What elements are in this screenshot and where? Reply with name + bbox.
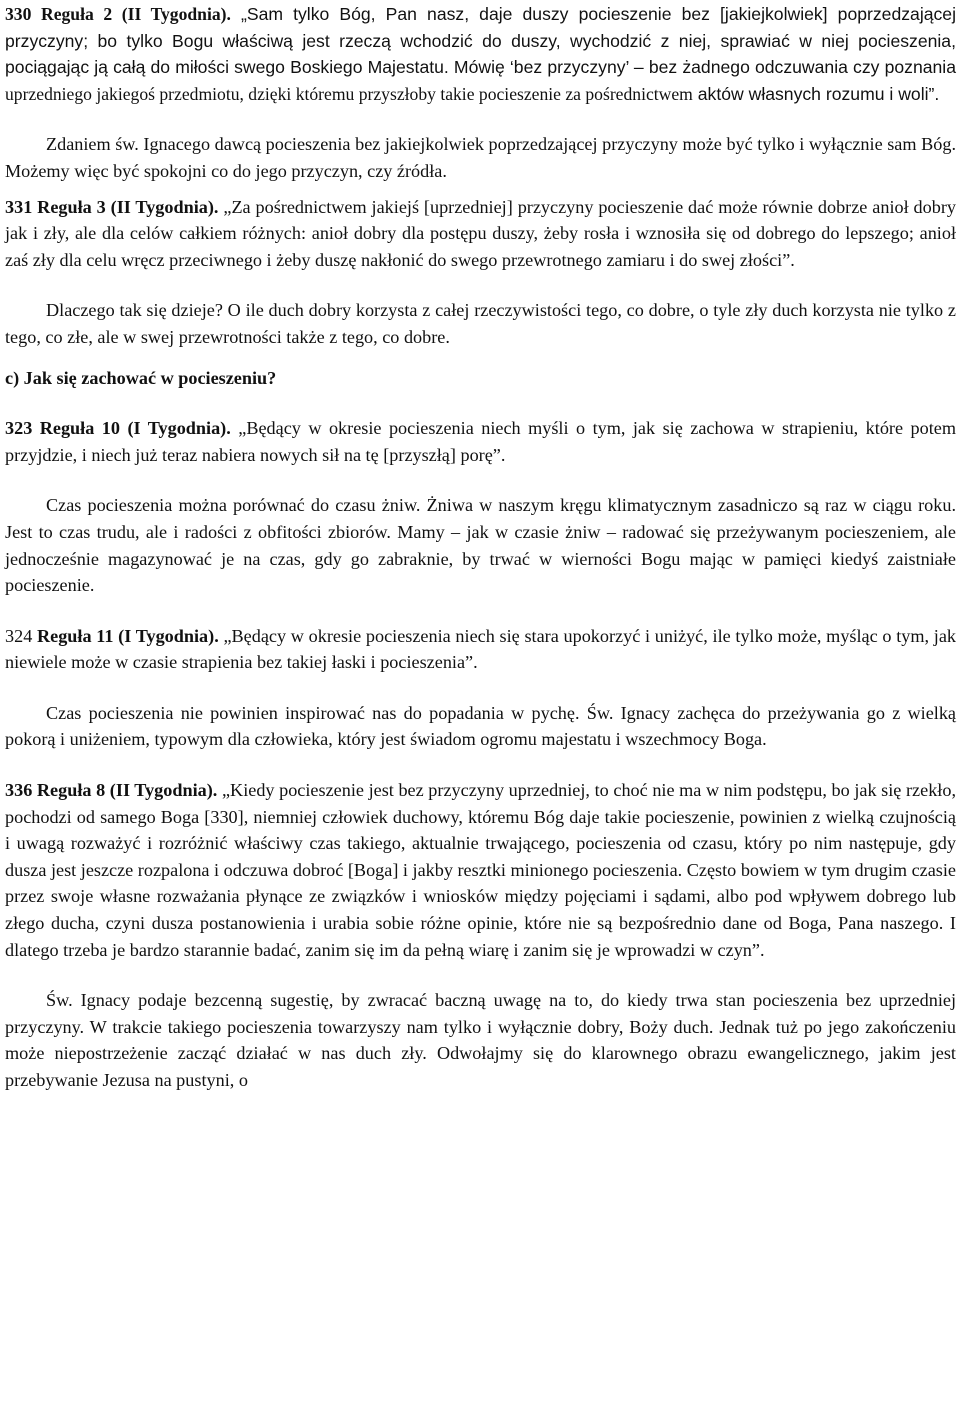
rule-323-heading: 323 Reguła 10 (I Tygodnia). — [5, 418, 231, 439]
section-heading-c — [5, 365, 956, 392]
paragraph-324 — [5, 623, 956, 676]
rule-330-quote: „Sam tylko Bóg, Pan nasz, daje duszy pocieszenie bez [jakiejkolwiek] poprzedzającej przyczyny; bo tylko Bogu właściwą jest rzeczą wchodzić do duszy, wychodzić z niej, sprawiać w niej pocieszenia, pociągając ją całą do miłości swego Boskiego Majestatu. Mówię ‘bez przyczyny’ – bez żadnego odczuwania czy poznania — [5, 4, 956, 78]
rule-336-quote: „Kiedy pocieszenie jest bez przyczyny uprzedniej, to choć nie ma w nim podstępu, bo jak się rzekło, pochodzi od samego Boga [330], niemniej człowiek duchowy, któremu Bóg daje takie pocieszenie, powinien z wielką czujnością i uwagą rozważyć i rozróżnić właściwy czas takiego, aktualnie trwającego, pocieszenia od czasu, który po nim następuje, gdy dusza jest jeszcze rozpalona i odczuwa dobroć [Boga] i jakby resztki minionego pocieszenia. Często bowiem w tym drugim czasie przez swoje własne rozważania płynące ze związków i wniosków między pojęciami i sądami, albo pod wpływem dobrego lub złego ducha, czyni dusza postanowienia i urabia sobie różne opinie, które nie są bezpośrednio dane od Boga, Pana naszego. I dlatego trzeba je bardzo starannie badać, zanim się im da pełną wiarę i zanim się je wprowadzi w czyn”. — [5, 780, 956, 960]
paragraph-330-comment: Zdaniem św. Ignacego dawcą pocieszenia bez jakiejkolwiek poprzedzającej przyczyny może być tylko i wyłącznie sam Bóg. Możemy więc być spokojni co do jego przyczyn, czy źródła. — [5, 134, 956, 181]
paragraph-324-comment: Czas pocieszenia nie powinien inspirować nas do popadania w pychę. Św. Ignacy zachęca do przeżywania go z wielką pokorą i uniżeniem, typowym dla człowieka, który jest świadom ogromu majestatu i wszechmocy Boga. — [5, 702, 956, 750]
document-page — [0, 1, 960, 1094]
paragraph-330 — [5, 1, 956, 107]
rule-331-quote: „Za pośrednictwem jakiejś [uprzedniej] przyczyny pocieszenie dać może równie dobrze anioł dobry jak i zły, ale dla celów całkiem różnych: anioł dobry dla postępu duszy, żeby rosła i wznosiła się od dobrego do lepszego; anioł zaś zły dla celu wręcz przeciwnego i żeby duszę nakłonić do swego przewrotnego zamiaru i do swej złości”. — [5, 196, 956, 270]
rule-336-heading: 336 Reguła 8 (II Tygodnia). — [5, 780, 218, 801]
rule-330-quote-cont: uprzedniego jakiegoś przedmiotu, dzięki któremu przyszłoby takie pocieszenie za pośrednictwem — [5, 83, 693, 104]
rule-324-quote: „Będący w okresie pocieszenia niech się stara upokorzyć i uniżyć, ile tylko może, myśląc o tym, jak niewiele może w czasie strapienia bez takiej łaski i pocieszenia”. — [5, 625, 956, 673]
section-c-title: c) Jak się zachować w pocieszeniu? — [5, 367, 277, 388]
paragraph-323 — [5, 415, 956, 468]
rule-324-number: 324 — [5, 625, 37, 646]
rule-323-quote: „Będący w okresie pocieszenia niech myśli o tym, jak się zachowa w strapieniu, które potem przyjdzie, i niech już teraz nabiera nowych sił na tę [przyszłą] porę”. — [5, 418, 956, 465]
rule-331-heading: 331 Reguła 3 (II Tygodnia). — [5, 196, 219, 217]
rule-330-heading: 330 Reguła 2 (II Tygodnia). — [5, 4, 231, 24]
paragraph-336 — [5, 777, 956, 963]
rule-330-quote-end: aktów własnych rozumu i woli”. — [692, 83, 940, 104]
rule-324-heading: Reguła 11 (I Tygodnia). — [37, 625, 219, 646]
paragraph-331-comment: Dlaczego tak się dzieje? O ile duch dobry korzysta z całej rzeczywistości tego, co dobre, o tyle zły duch korzysta nie tylko z tego, co złe, ale w swej przewrotności także z tego, co dobre. — [5, 300, 956, 347]
paragraph-331 — [5, 194, 956, 274]
paragraph-336-comment: Św. Ignacy podaje bezcenną sugestię, by zwracać baczną uwagę na to, do kiedy trwa stan pocieszenia bez uprzedniej przyczyny. W trakcie takiego pocieszenia towarzyszy nam tylko i wyłącznie dobry, Boży duch. Jednak tuż po jego zakończeniu może niepostrzeżenie zacząć działać w nas duch zły. Odwołajmy się do klarownego obrazu ewangelicznego, jakim jest przebywanie Jezusa na pustyni, o — [5, 990, 956, 1090]
paragraph-323-comment: Czas pocieszenia można porównać do czasu żniw. Żniwa w naszym kręgu klimatycznym zasadniczo są raz w ciągu roku. Jest to czas trudu, ale i radości z obfitości zbiorów. Mamy – jak w czasie żniw – radować się przeżywanym pocieszeniem, ale jednocześnie magazynować je na czas, gdy go zabraknie, by trwać w wierności Bogu mając w pamięci kiedyś zaistniałe pocieszenie. — [5, 495, 956, 596]
